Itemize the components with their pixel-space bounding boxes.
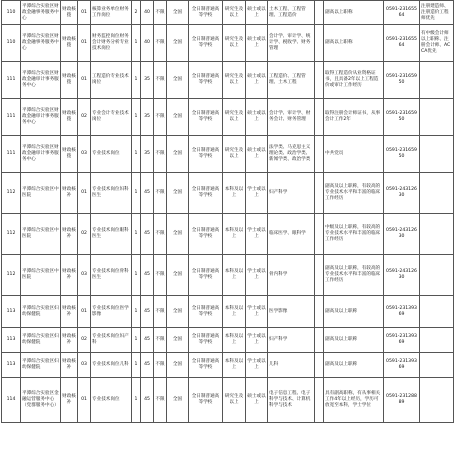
region-cell: 全国: [167, 296, 189, 328]
phone-cell: 0591-24312630: [384, 214, 420, 255]
degree-cell: 硕士或以上: [246, 62, 268, 99]
age-limit-cell: 40: [141, 25, 154, 62]
post-code-cell: 01: [78, 173, 91, 214]
requirements-cell: 取得注册会计师证书，从事会计工作2年: [324, 99, 384, 136]
phone-cell: 0591-23139369: [384, 296, 420, 328]
age-limit-cell: 35: [141, 99, 154, 136]
table-row: [2, 173, 454, 214]
post-code-cell: 02: [78, 328, 91, 353]
headcount-cell: 1: [132, 378, 141, 423]
major-cell: 电子信息工程、电子科学与技术、计算机科学与技术: [268, 378, 315, 423]
notes-cell: [420, 296, 454, 328]
age-limit-cell: 45: [141, 214, 154, 255]
table-row: [2, 99, 454, 136]
funding-type-cell: 财政核拨: [61, 136, 78, 173]
region-cell: 全国: [167, 136, 189, 173]
major-cell: 会计学、审计学、统计学、税收学、财务管理: [268, 25, 315, 62]
requirements-cell: 副高及以上职称: [324, 353, 384, 378]
age-limit-cell: 45: [141, 296, 154, 328]
requirements-cell: 副高以上职称: [324, 25, 384, 62]
phone-cell: 0591-23165950: [384, 62, 420, 99]
gender-cell: 不限: [154, 173, 167, 214]
phone-cell: 0591-23139369: [384, 353, 420, 378]
major-cell: 儿科: [268, 353, 315, 378]
table-row: [2, 353, 454, 378]
degree-cell: 学士或以上: [246, 255, 268, 296]
recruitment-table: [1, 0, 454, 423]
post-name-cell: 专业技术岗位医学影像: [91, 296, 132, 328]
phone-cell: 0591-24312630: [384, 173, 420, 214]
funding-type-cell: 财政核补: [61, 173, 78, 214]
school-type-cell: 全日制普通高等学校: [189, 1, 223, 25]
notes-cell: [420, 378, 454, 423]
school-type-cell: 全日制普通高等学校: [189, 99, 223, 136]
post-name-cell: 专业技术岗位妇科医生: [91, 173, 132, 214]
unit-code-cell: 113: [2, 328, 21, 353]
headcount-cell: 1: [132, 328, 141, 353]
notes-cell: [420, 62, 454, 99]
gender-cell: 不限: [154, 255, 167, 296]
unit-code-cell: 112: [2, 173, 21, 214]
education-cell: 研究生及以上: [223, 62, 246, 99]
unit-code-cell: 110: [2, 25, 21, 62]
school-type-cell: 全日制普通高等学校: [189, 255, 223, 296]
unit-code-cell: 114: [2, 378, 21, 423]
notes-cell: 注册建造师、注册造价工程师优先: [420, 1, 454, 25]
region-cell: 全国: [167, 255, 189, 296]
school-type-cell: 全日制普通高等学校: [189, 214, 223, 255]
major-cell: 骨内科学: [268, 255, 315, 296]
unit-name-cell: 平潭综合实验区金融运营服务中心（党群服务中心）: [21, 378, 61, 423]
region-cell: 全国: [167, 1, 189, 25]
gender-cell: 不限: [154, 214, 167, 255]
post-code-cell: 01: [78, 378, 91, 423]
requirements-cell: 副高及以上职称: [324, 296, 384, 328]
unit-name-cell: 平潭综合实验区财政金融审计事务服务中心: [21, 136, 61, 173]
funding-type-cell: 财政核补: [61, 214, 78, 255]
remark-blank-cell: [315, 62, 324, 99]
remark-blank-cell: [315, 214, 324, 255]
headcount-cell: 1: [132, 25, 141, 62]
degree-cell: 学士或以上: [246, 173, 268, 214]
unit-name-cell: 平潭综合实验区妇幼保健院: [21, 328, 61, 353]
gender-cell: 不限: [154, 1, 167, 25]
requirements-cell: 中级及以上职称，有较高的专业技术水平和丰富的临床工作经历: [324, 214, 384, 255]
degree-cell: 硕士或以上: [246, 1, 268, 25]
table-row: [2, 1, 454, 25]
school-type-cell: 全日制普通高等学校: [189, 173, 223, 214]
phone-cell: 0591-23139369: [384, 328, 420, 353]
funding-type-cell: 财政核补: [61, 296, 78, 328]
post-name-cell: 专业技术岗位: [91, 136, 132, 173]
requirements-cell: 具有副高职称，有从事相关工作4年以上经历，学历可放宽至本科，学士学位: [324, 378, 384, 423]
unit-code-cell: 111: [2, 99, 21, 136]
requirements-cell: 副高及以上职称: [324, 328, 384, 353]
degree-cell: 硕士或以上: [246, 25, 268, 62]
gender-cell: 不限: [154, 296, 167, 328]
phone-cell: 0591-23165950: [384, 136, 420, 173]
post-code-cell: 03: [78, 255, 91, 296]
remark-blank-cell: [315, 328, 324, 353]
unit-name-cell: 平潭综合实验区中医院: [21, 255, 61, 296]
table-row: [2, 296, 454, 328]
table-row: [2, 25, 454, 62]
post-name-cell: 专业技术岗位儿科: [91, 353, 132, 378]
remark-blank-cell: [315, 25, 324, 62]
headcount-cell: 1: [132, 214, 141, 255]
gender-cell: 不限: [154, 99, 167, 136]
education-cell: 本科及以上: [223, 255, 246, 296]
age-limit-cell: 35: [141, 62, 154, 99]
unit-name-cell: 平潭综合实验区妇幼保健院: [21, 296, 61, 328]
gender-cell: 不限: [154, 353, 167, 378]
headcount-cell: 1: [132, 255, 141, 296]
requirements-cell: 副高及以上职称，有较高的专业技术水平和丰富的临床工作经历: [324, 255, 384, 296]
unit-name-cell: 平潭综合实验区妇幼保健院: [21, 353, 61, 378]
region-cell: 全国: [167, 328, 189, 353]
age-limit-cell: 45: [141, 255, 154, 296]
requirements-cell: 取得工程造价从业资格证书，且具备2年以上工程造价或审计工作经历: [324, 62, 384, 99]
education-cell: 研究生及以上: [223, 25, 246, 62]
remark-blank-cell: [315, 378, 324, 423]
region-cell: 全国: [167, 99, 189, 136]
phone-cell: 0591-23165564: [384, 25, 420, 62]
education-cell: 研究生及以上: [223, 99, 246, 136]
major-cell: 工程造价、工程管理、土木工程: [268, 62, 315, 99]
education-cell: 研究生及以上: [223, 136, 246, 173]
post-code-cell: 03: [78, 136, 91, 173]
post-code-cell: 02: [78, 214, 91, 255]
phone-cell: 0591-23165564: [384, 1, 420, 25]
remark-blank-cell: [315, 99, 324, 136]
degree-cell: 学士或以上: [246, 353, 268, 378]
phone-cell: 0591-23165950: [384, 99, 420, 136]
age-limit-cell: 45: [141, 173, 154, 214]
major-cell: 妇产科学: [268, 328, 315, 353]
major-cell: 医学影像: [268, 296, 315, 328]
post-code-cell: 01: [78, 62, 91, 99]
remark-blank-cell: [315, 136, 324, 173]
region-cell: 全国: [167, 378, 189, 423]
unit-code-cell: 112: [2, 255, 21, 296]
unit-code-cell: 113: [2, 353, 21, 378]
notes-cell: 有中级会计师以上职称、注册会计师、ACCA优先: [420, 25, 454, 62]
major-cell: 法学类、马克思主义理论类、政治学类、新闻学类、政治学类: [268, 136, 315, 173]
headcount-cell: 1: [132, 173, 141, 214]
unit-name-cell: 平潭综合实验区财政金融事务服务中心: [21, 25, 61, 62]
funding-type-cell: 财政核拨: [61, 1, 78, 25]
funding-type-cell: 财政核补: [61, 328, 78, 353]
degree-cell: 学士或以上: [246, 328, 268, 353]
age-limit-cell: 45: [141, 328, 154, 353]
region-cell: 全国: [167, 214, 189, 255]
age-limit-cell: 45: [141, 378, 154, 423]
degree-cell: 学士或以上: [246, 296, 268, 328]
post-code-cell: 01: [78, 1, 91, 25]
requirements-cell: 中共党员: [324, 136, 384, 173]
table-row: [2, 255, 454, 296]
headcount-cell: 1: [132, 353, 141, 378]
gender-cell: 不限: [154, 62, 167, 99]
funding-type-cell: 财政核拨: [61, 25, 78, 62]
post-code-cell: 03: [78, 353, 91, 378]
headcount-cell: 1: [132, 99, 141, 136]
degree-cell: 硕士或以上: [246, 378, 268, 423]
remark-blank-cell: [315, 173, 324, 214]
table-row: [2, 378, 454, 423]
education-cell: 本科及以上: [223, 296, 246, 328]
age-limit-cell: 45: [141, 353, 154, 378]
unit-code-cell: 110: [2, 1, 21, 25]
funding-type-cell: 财政核补: [61, 353, 78, 378]
unit-name-cell: 平潭综合实验区中医院: [21, 173, 61, 214]
post-name-cell: 专业技术岗位骨科医生: [91, 255, 132, 296]
requirements-cell: 副高及以上职称，有较高的专业技术水平和丰富的临床工作经历: [324, 173, 384, 214]
headcount-cell: 2: [132, 1, 141, 25]
gender-cell: 不限: [154, 328, 167, 353]
degree-cell: 硕士或以上: [246, 99, 268, 136]
post-name-cell: 专业技术岗位眼科医生: [91, 214, 132, 255]
unit-name-cell: 平潭综合实验区财政金融事务服务中心: [21, 1, 61, 25]
unit-code-cell: 111: [2, 136, 21, 173]
school-type-cell: 全日制普通高等学校: [189, 136, 223, 173]
unit-code-cell: 113: [2, 296, 21, 328]
post-name-cell: 专业技术岗位妇产科: [91, 328, 132, 353]
major-cell: 妇产科学: [268, 173, 315, 214]
education-cell: 本科及以上: [223, 173, 246, 214]
headcount-cell: 1: [132, 62, 141, 99]
gender-cell: 不限: [154, 378, 167, 423]
headcount-cell: 1: [132, 136, 141, 173]
notes-cell: [420, 328, 454, 353]
notes-cell: [420, 136, 454, 173]
degree-cell: 硕士或以上: [246, 136, 268, 173]
school-type-cell: 全日制普通高等学校: [189, 25, 223, 62]
degree-cell: 学士或以上: [246, 214, 268, 255]
unit-code-cell: 112: [2, 214, 21, 255]
table-row: [2, 328, 454, 353]
table-row: [2, 62, 454, 99]
school-type-cell: 全日制普通高等学校: [189, 378, 223, 423]
major-cell: 土木工程、工程管理、工程造价: [268, 1, 315, 25]
major-cell: 临床医学、眼科学: [268, 214, 315, 255]
unit-name-cell: 平潭综合实验区财政金融审计事务服务中心: [21, 62, 61, 99]
remark-blank-cell: [315, 1, 324, 25]
remark-blank-cell: [315, 353, 324, 378]
gender-cell: 不限: [154, 136, 167, 173]
region-cell: 全国: [167, 353, 189, 378]
school-type-cell: 全日制普通高等学校: [189, 296, 223, 328]
region-cell: 全国: [167, 25, 189, 62]
region-cell: 全国: [167, 62, 189, 99]
school-type-cell: 全日制普通高等学校: [189, 353, 223, 378]
unit-name-cell: 平潭综合实验区财政金融审计事务服务中心: [21, 99, 61, 136]
post-code-cell: 01: [78, 296, 91, 328]
remark-blank-cell: [315, 296, 324, 328]
notes-cell: [420, 173, 454, 214]
unit-code-cell: 111: [2, 62, 21, 99]
post-name-cell: 专业技术岗位: [91, 378, 132, 423]
remark-blank-cell: [315, 255, 324, 296]
education-cell: 本科及以上: [223, 353, 246, 378]
post-name-cell: 工程造价专业技术岗位: [91, 62, 132, 99]
post-name-cell: 核算业务单位财务工作岗位: [91, 1, 132, 25]
school-type-cell: 全日制普通高等学校: [189, 62, 223, 99]
age-limit-cell: 40: [141, 1, 154, 25]
table-row: [2, 136, 454, 173]
age-limit-cell: 35: [141, 136, 154, 173]
notes-cell: [420, 353, 454, 378]
notes-cell: [420, 99, 454, 136]
major-cell: 会计学、审计学、财务会计、财务管理: [268, 99, 315, 136]
unit-name-cell: 平潭综合实验区中医院: [21, 214, 61, 255]
education-cell: 本科及以上: [223, 328, 246, 353]
funding-type-cell: 财政核补: [61, 378, 78, 423]
post-code-cell: 02: [78, 99, 91, 136]
post-name-cell: 专业会计专业技术岗位: [91, 99, 132, 136]
phone-cell: 0591-24312630: [384, 255, 420, 296]
education-cell: 研究生及以上: [223, 1, 246, 25]
gender-cell: 不限: [154, 25, 167, 62]
funding-type-cell: 财政核补: [61, 255, 78, 296]
post-code-cell: 01: [78, 25, 91, 62]
phone-cell: 0591-23128889: [384, 378, 420, 423]
notes-cell: [420, 214, 454, 255]
funding-type-cell: 财政核拨: [61, 62, 78, 99]
notes-cell: [420, 255, 454, 296]
school-type-cell: 全日制普通高等学校: [189, 328, 223, 353]
education-cell: 本科及以上: [223, 214, 246, 255]
requirements-cell: 副高以上职称: [324, 1, 384, 25]
post-name-cell: 财务监控岗位财务会计财务分析专业技术岗位: [91, 25, 132, 62]
funding-type-cell: 财政核拨: [61, 99, 78, 136]
education-cell: 研究生及以上: [223, 378, 246, 423]
headcount-cell: 1: [132, 296, 141, 328]
region-cell: 全国: [167, 173, 189, 214]
table-row: [2, 214, 454, 255]
